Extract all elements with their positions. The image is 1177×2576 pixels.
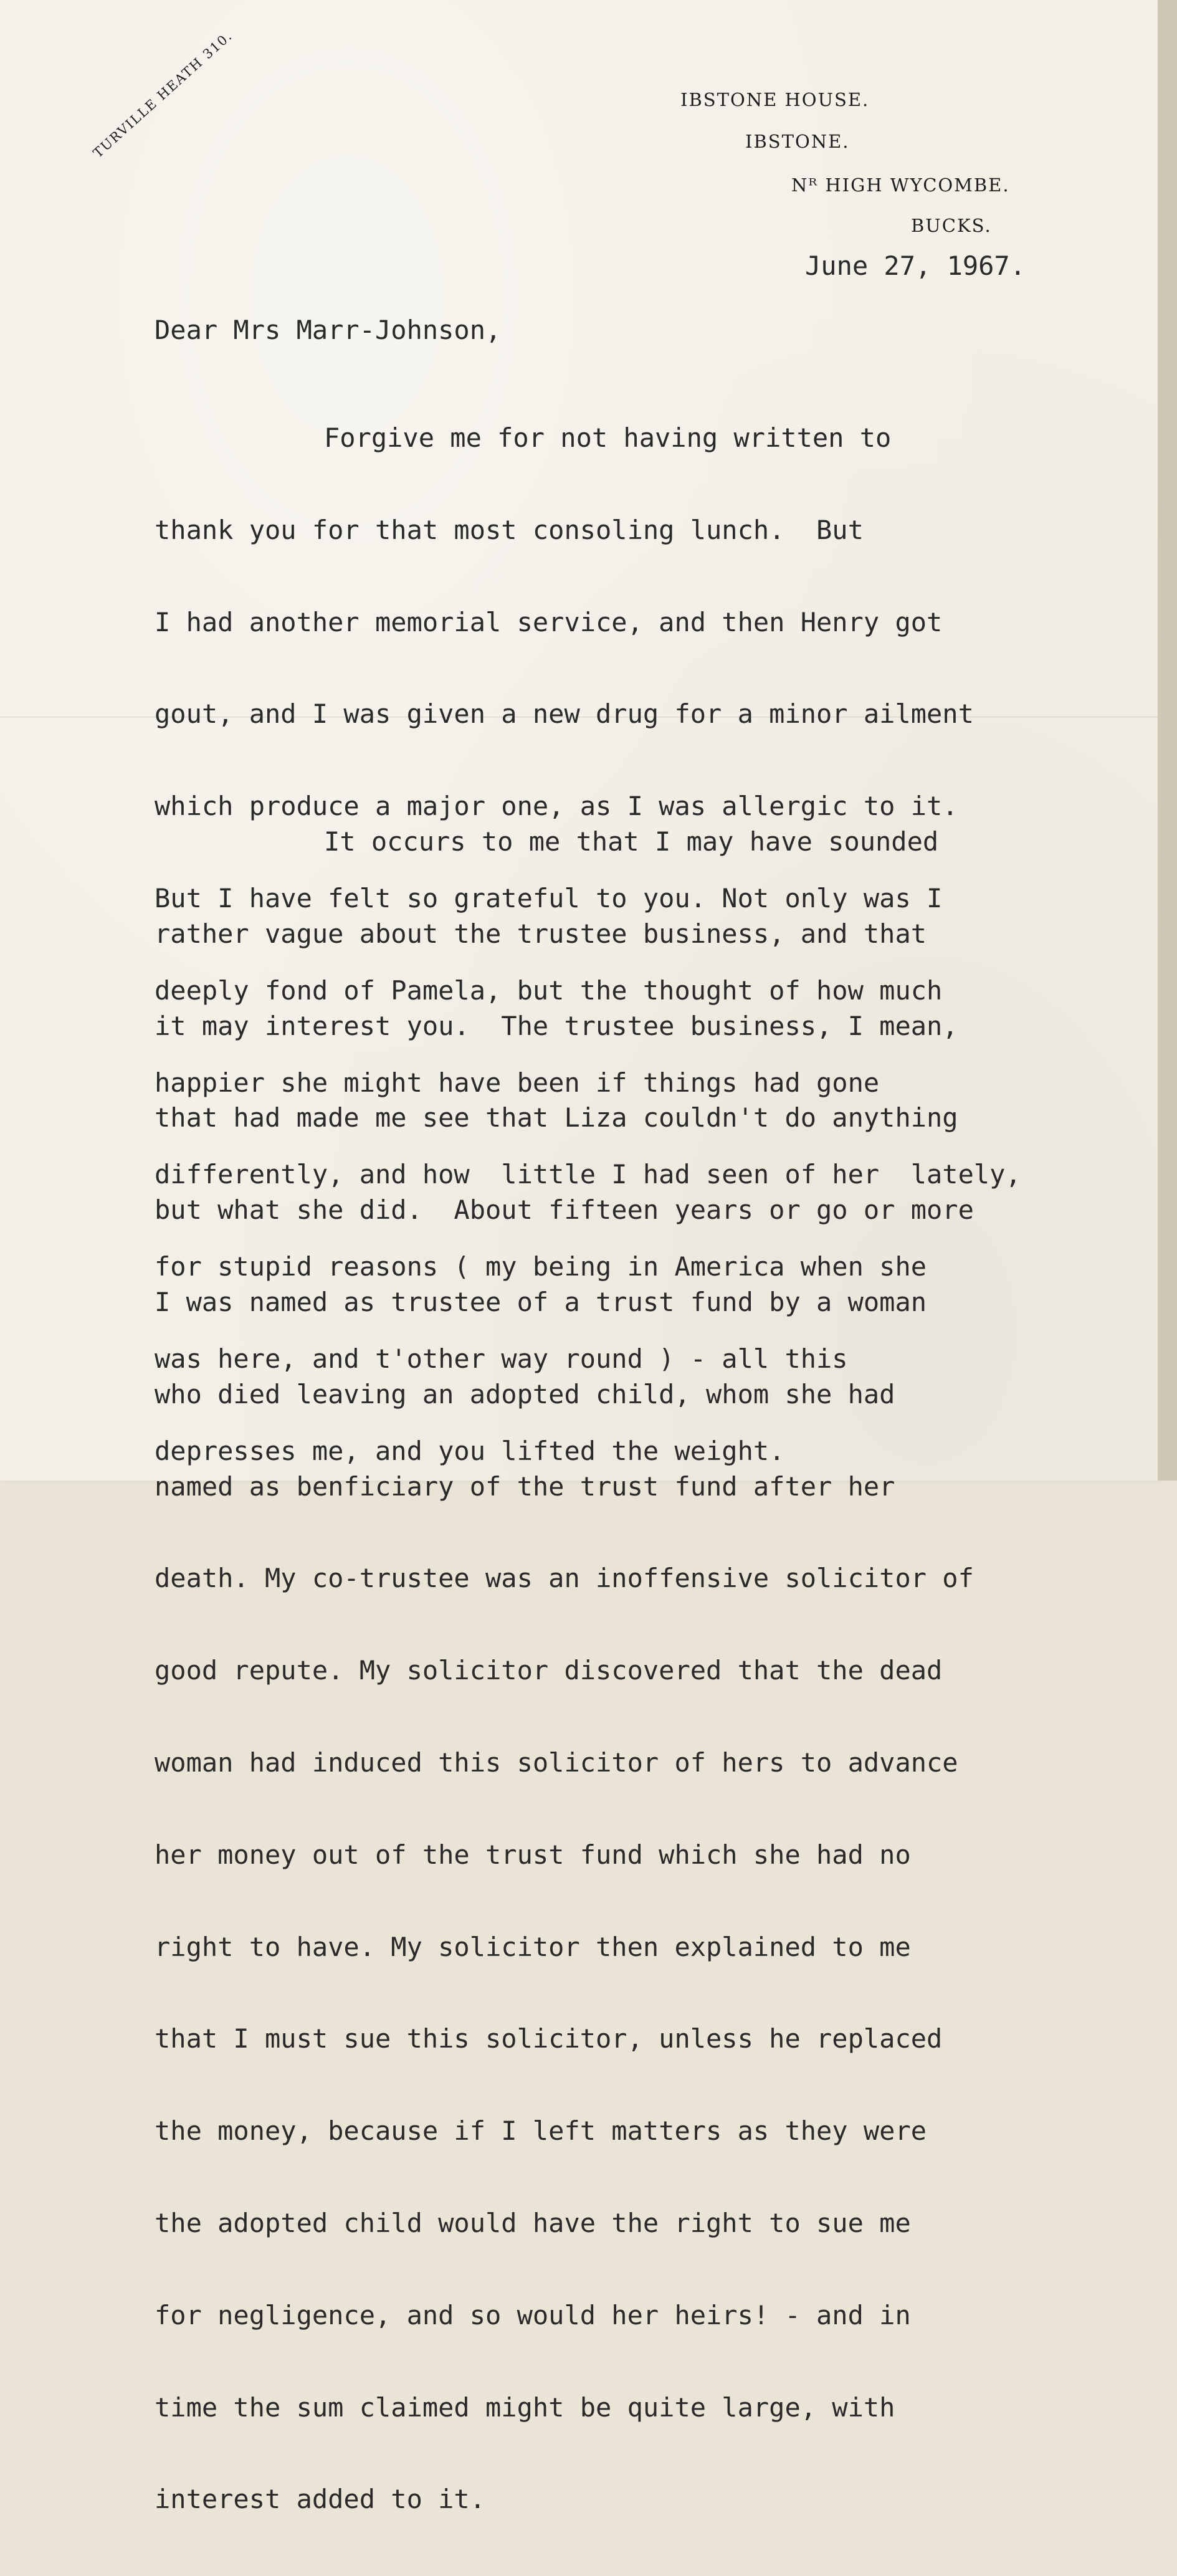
paragraph-line: that had made me see that Liza couldn't do anything: [155, 1102, 958, 1133]
paragraph-line: happier she might have been if things had gone: [155, 1067, 880, 1098]
paragraph-line: the money, because if I left matters as they were: [155, 2116, 927, 2147]
letterhead-telephone: TURVILLE HEATH 310.: [90, 27, 236, 161]
paragraph-line: good repute. My solicitor discovered that the dead: [155, 1655, 943, 1686]
paragraph-line: right to have. My solicitor then explained to me: [155, 1931, 911, 1962]
paragraph-line: But I have felt so grateful to you. Not only was I: [155, 882, 943, 914]
paragraph-line: thank you for that most consoling lunch. But: [155, 514, 864, 545]
paragraph-line: named as benficiary of the trust fund after her: [155, 1471, 895, 1502]
paragraph-line: who died leaving an adopted child, whom she had: [155, 1378, 895, 1410]
letterhead-house: IBSTONE HOUSE.: [680, 89, 870, 110]
paragraph-line: I had another memorial service, and then Henry got: [155, 606, 943, 637]
paragraph-2: [155, 765, 974, 2576]
paragraph-line: gout, and I was given a new drug for a minor ailment: [155, 699, 974, 730]
paragraph-line: rather vague about the trustee business, and that: [155, 918, 927, 949]
paragraph-line: I was named as trustee of a trust fund by a woman: [155, 1286, 927, 1317]
paragraph-line: the adopted child would have the right to sue me: [155, 2207, 911, 2238]
paragraph-line: deeply fond of Pamela, but the thought of how much: [155, 975, 943, 1006]
paragraph-line: her money out of the trust fund which she had no: [155, 1839, 911, 1870]
paragraph-line: time the sum claimed might be quite large, with: [155, 2392, 895, 2423]
letterhead-town: Nᴿ HIGH WYCOMBE.: [791, 174, 1010, 196]
salutation: Dear Mrs Marr-Johnson,: [155, 315, 502, 345]
paragraph-line: It occurs to me that I may have sounded: [324, 826, 939, 857]
paragraph-line: for stupid reasons ( my being in America when she: [155, 1251, 927, 1282]
paragraph-line: interest added to it.: [155, 2484, 486, 2515]
paragraph-line: but what she did. About fifteen years or go or more: [155, 1195, 974, 1226]
paragraph-line: which produce a major one, as I was allergic to it.: [155, 791, 958, 822]
letterhead-county: BUCKS.: [911, 215, 992, 236]
paragraph-line: woman had induced this solicitor of hers to advance: [155, 1747, 958, 1778]
paragraph-line: depresses me, and you lifted the weight.: [155, 1435, 785, 1466]
letterhead-village: IBSTONE.: [745, 131, 850, 152]
paragraph-line: for negligence, and so would her heirs! - and in: [155, 2299, 911, 2330]
paragraph-line: it may interest you. The trustee business, I mean,: [155, 1010, 958, 1041]
paragraph-line: Forgive me for not having written to: [324, 422, 892, 453]
page-edge: [1158, 0, 1177, 1481]
paragraph-line: death. My co-trustee was an inoffensive solicitor of: [155, 1563, 974, 1594]
paragraph-line: was here, and t'other way round ) - all this: [155, 1343, 848, 1374]
paragraph-line: differently, and how little I had seen of her lately,: [155, 1159, 1021, 1190]
letter-date: June 27, 1967.: [805, 250, 1026, 281]
paragraph-line: that I must sue this solicitor, unless he replaced: [155, 2023, 943, 2054]
